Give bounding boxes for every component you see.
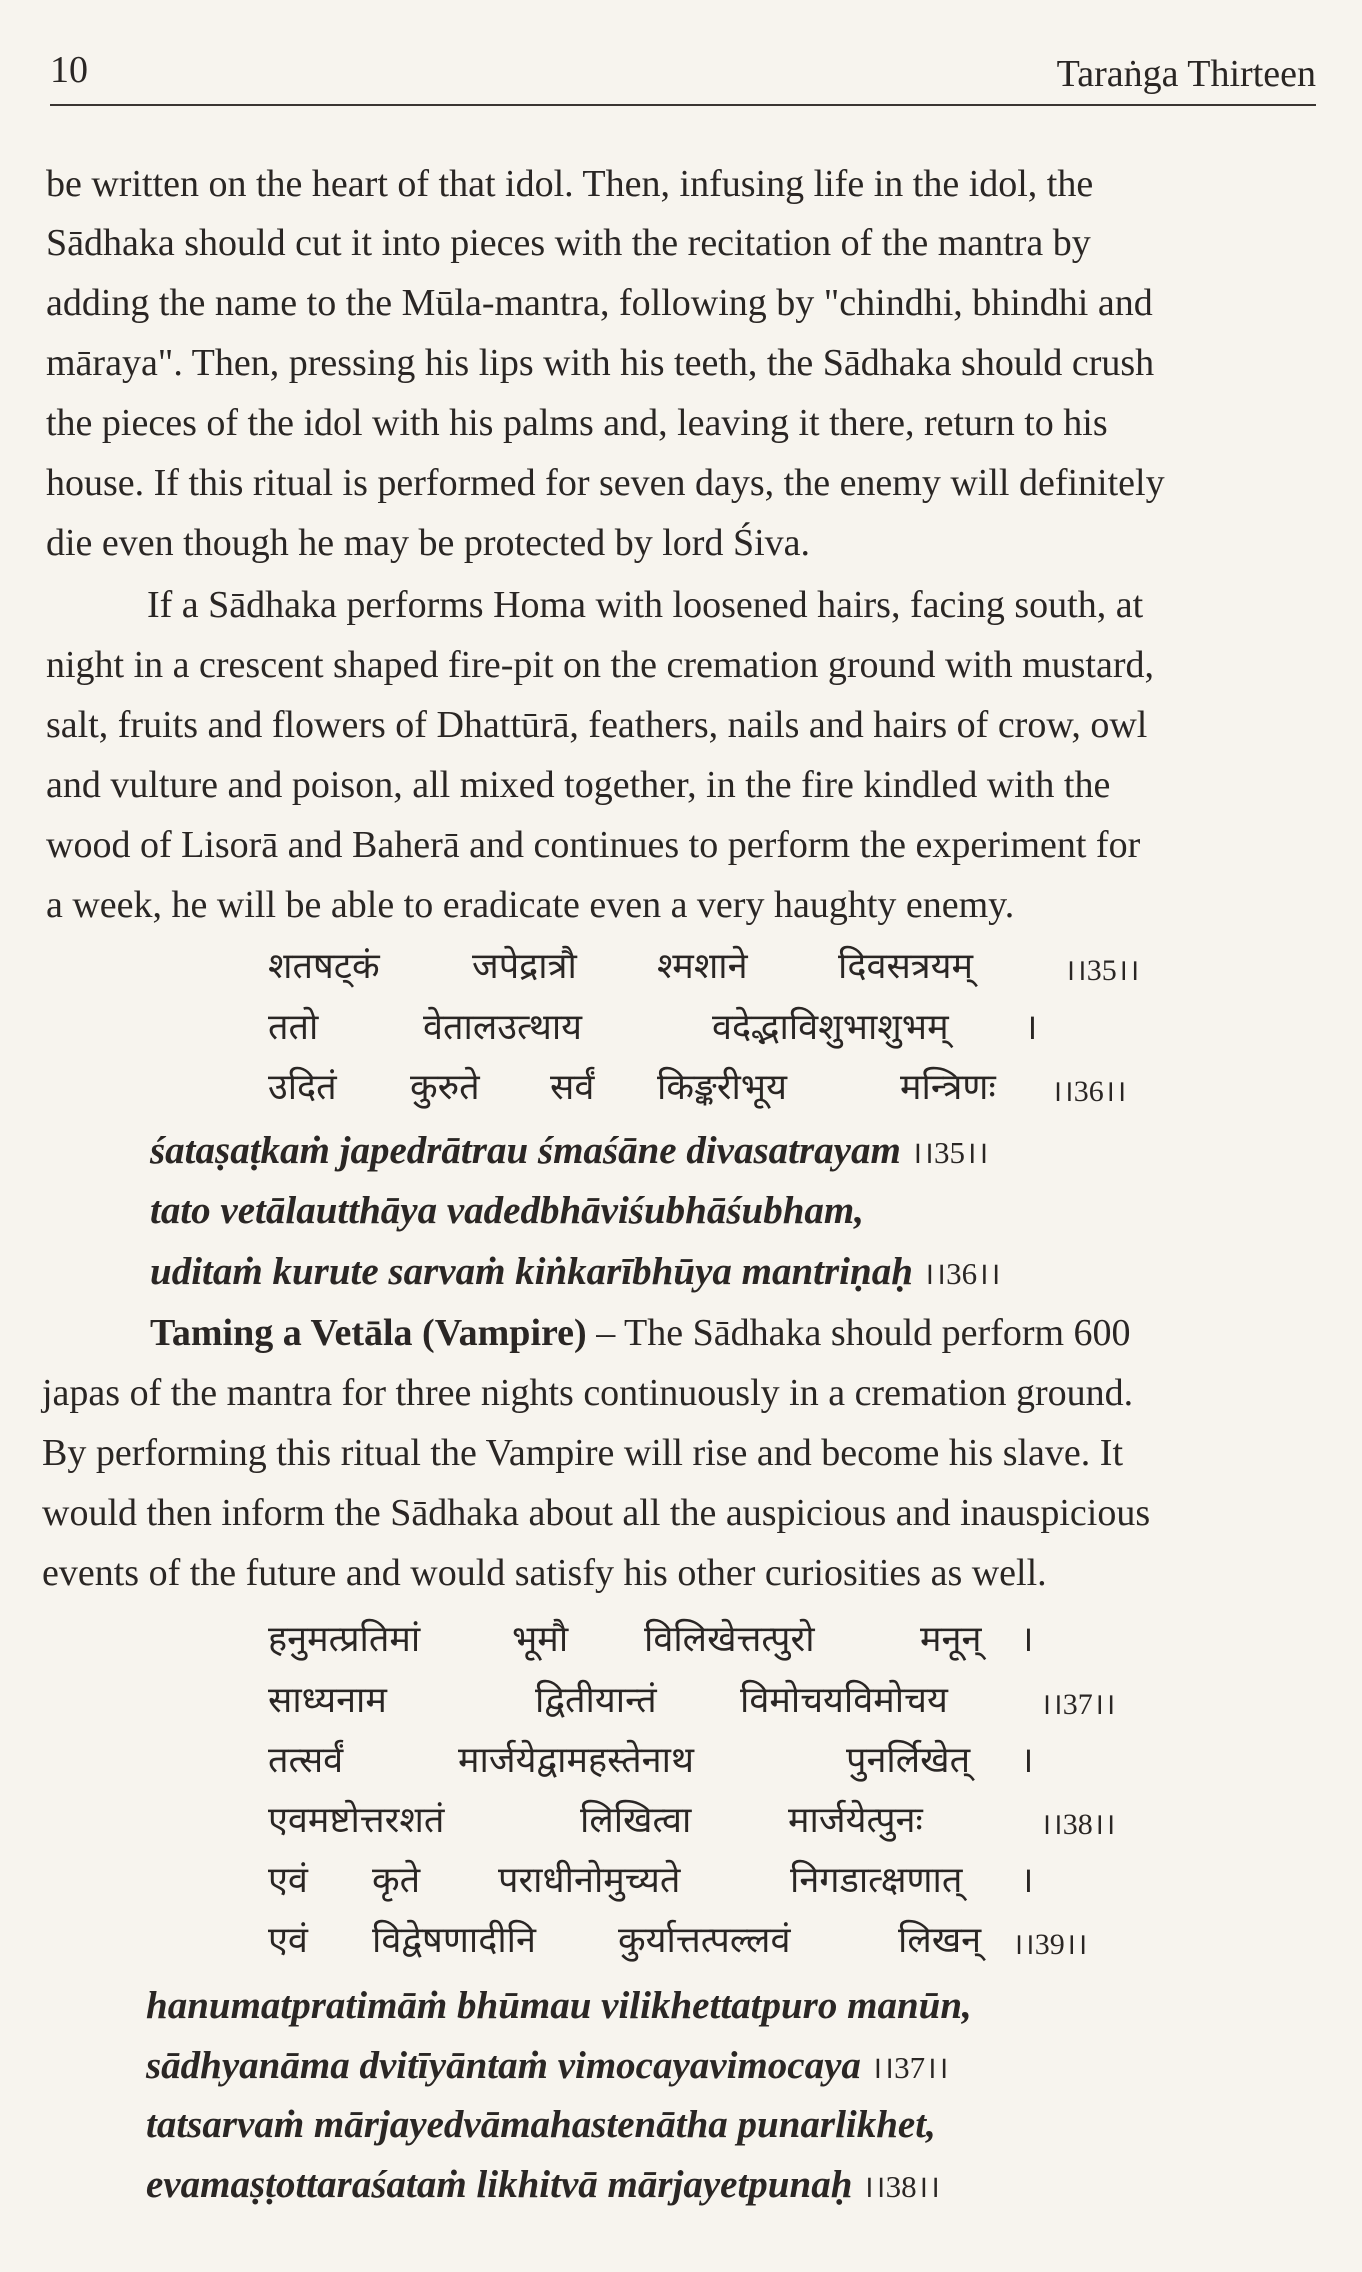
verse-word: मनून् (920, 1619, 982, 1660)
body-line: would then inform the Sādhaka about all the auspicious and inauspicious (42, 1492, 1151, 1534)
verse-word: वेतालउत्थाय (423, 1007, 583, 1048)
verse-word: साध्यनाम (268, 1680, 387, 1721)
transliteration-line: tatsarvaṁ mārjayedvāmahastenātha punarlikhet, (146, 2103, 936, 2146)
body-line: If a Sādhaka performs Homa with loosened hairs, facing south, at (147, 584, 1144, 626)
verse-word: ततो (268, 1007, 319, 1048)
verse-danda: । (1020, 1619, 1034, 1660)
verse-danda: । (1020, 1860, 1034, 1901)
verse-number: ।।36।। (1051, 1075, 1127, 1108)
body-line: events of the future and would satisfy his other curiosities as well. (42, 1552, 1047, 1594)
body-line: a week, he will be able to eradicate even a very haughty enemy. (46, 884, 1015, 926)
transliteration-line: sādhyanāma dvitīyāntaṁ vimocayavimocaya ।।37।। (146, 2044, 949, 2087)
body-line: adding the name to the Mūla-mantra, following by "chindhi, bhindhi and (46, 282, 1153, 324)
body-line: māraya". Then, pressing his lips with his teeth, the Sādhaka should crush (46, 342, 1155, 384)
transliteration-line: śataṣaṭkaṁ japedrātrau śmaśāne divasatrayam ।।35।। (150, 1129, 989, 1172)
transliteration-line: uditaṁ kurute sarvaṁ kiṅkarībhūya mantriṇaḥ ।।36।। (150, 1250, 1001, 1293)
verse-word: कुर्यात्तत्पल्लवं (618, 1920, 791, 1961)
verse-word: एवमष्टोत्तरशतं (268, 1800, 445, 1841)
verse-word: कृते (372, 1860, 421, 1901)
verse-word: एवं (268, 1860, 308, 1901)
verse-word: तत्सर्वं (268, 1740, 344, 1781)
body-line: house. If this ritual is performed for seven days, the enemy will definitely (46, 462, 1165, 504)
verse-word: विद्वेषणादीनि (372, 1920, 536, 1961)
verse-word: हनुमत्प्रतिमां (268, 1619, 421, 1660)
page-header (50, 40, 1316, 106)
verse-word: जपेद्रात्रौ (472, 946, 577, 987)
running-title: Taraṅga Thirteen (1056, 53, 1316, 95)
transliteration-line: tato vetālautthāya vadedbhāviśubhāśubham, (150, 1189, 864, 1232)
verse-number: ।।37।। (870, 2050, 949, 2085)
body-line: the pieces of the idol with his palms and, leaving it there, return to his (46, 402, 1108, 444)
verse-number: ।।36।। (922, 1256, 1001, 1291)
devanagari-verse-line (0, 943, 1362, 993)
body-line: wood of Lisorā and Baherā and continues to perform the experiment for (46, 824, 1141, 866)
verse-word: निगडात्क्षणात् (790, 1860, 963, 1901)
body-line: night in a crescent shaped fire-pit on the cremation ground with mustard, (46, 644, 1155, 686)
verse-number: ।।38।। (862, 2169, 941, 2204)
body-line: and vulture and poison, all mixed together, in the fire kindled with the (46, 764, 1111, 806)
verse-number: ।।35।। (1064, 954, 1140, 987)
verse-number: ।।38।। (1040, 1808, 1116, 1841)
verse-word: विमोचयविमोचय (740, 1680, 948, 1721)
devanagari-verse-line (0, 1917, 1362, 1967)
transliteration-line: evamaṣṭottaraśataṁ likhitvā mārjayetpunaḥ ।।38।। (146, 2163, 941, 2206)
body-line: die even though he may be protected by lord Śiva. (46, 522, 811, 564)
verse-danda: । (1024, 1007, 1038, 1048)
body-line: japas of the mantra for three nights continuously in a cremation ground. (42, 1372, 1134, 1414)
verse-word: दिवसत्रयम् (838, 946, 974, 987)
devanagari-verse-line (0, 1797, 1362, 1847)
devanagari-verse-line (0, 1064, 1362, 1114)
body-line: Taming a Vetāla (Vampire) – The Sādhaka should perform 600 (150, 1312, 1131, 1354)
devanagari-verse-line (0, 1857, 1362, 1907)
body-line: By performing this ritual the Vampire will rise and become his slave. It (42, 1432, 1123, 1474)
verse-number: ।।39।। (1012, 1928, 1088, 1961)
verse-number: ।।35।। (910, 1135, 989, 1170)
body-line: salt, fruits and flowers of Dhattūrā, feathers, nails and hairs of crow, owl (46, 704, 1148, 746)
transliteration-line: hanumatpratimāṁ bhūmau vilikhettatpuro manūn, (146, 1984, 972, 2027)
section-heading: Taming a Vetāla (Vampire) (150, 1312, 587, 1354)
verse-word: श्मशाने (657, 946, 748, 987)
verse-word: किङ्करीभूय (657, 1067, 787, 1108)
devanagari-verse-line (0, 1616, 1362, 1666)
verse-number: ।।37।। (1040, 1688, 1116, 1721)
verse-word: कुरुते (410, 1067, 480, 1108)
verse-word: मार्जयेद्वामहस्तेनाथ (458, 1740, 694, 1781)
verse-word: वदेद्भाविशुभाशुभम् (712, 1007, 949, 1048)
verse-word: द्वितीयान्तं (535, 1680, 657, 1721)
verse-word: लिखन् (898, 1920, 982, 1961)
verse-word: पराधीनोमुच्यते (498, 1860, 681, 1901)
verse-word: शतषट्कं (268, 946, 380, 987)
verse-word: मन्त्रिणः (900, 1067, 996, 1108)
verse-word: पुनर्लिखेत् (846, 1740, 971, 1781)
verse-word: सर्वं (550, 1067, 595, 1108)
verse-word: लिखित्वा (580, 1800, 692, 1841)
body-line: be written on the heart of that idol. Then, infusing life in the idol, the (46, 163, 1094, 205)
devanagari-verse-line (0, 1004, 1362, 1054)
page-number: 10 (50, 49, 88, 91)
verse-danda: । (1020, 1740, 1034, 1781)
body-line: Sādhaka should cut it into pieces with the recitation of the mantra by (46, 222, 1091, 264)
verse-word: एवं (268, 1920, 308, 1961)
verse-word: विलिखेत्तत्पुरो (644, 1619, 815, 1660)
verse-word: मार्जयेत्पुनः (788, 1800, 923, 1841)
devanagari-verse-line (0, 1737, 1362, 1787)
devanagari-verse-line (0, 1677, 1362, 1727)
verse-word: भूमौ (512, 1619, 569, 1660)
verse-word: उदितं (268, 1067, 337, 1108)
